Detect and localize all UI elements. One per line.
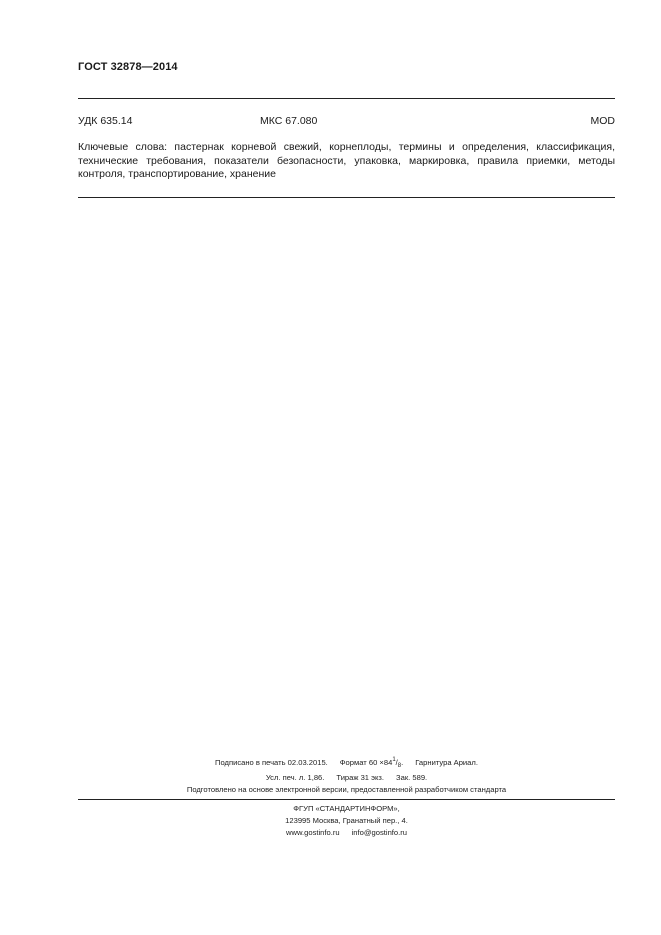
- print-run: Тираж 31 экз.: [336, 773, 385, 782]
- paper-format: Формат $60 \times 84^1/_8$.: [339, 757, 404, 769]
- order-number: Зак. 589.: [396, 773, 428, 782]
- prepared-note: Подготовлено на основе электронной версии, предоставленной разработчиком стандарта: [186, 785, 507, 794]
- top-divider: [78, 98, 615, 99]
- publisher-info: [78, 803, 615, 839]
- keywords-divider: [78, 197, 615, 198]
- publisher-contacts: [78, 827, 615, 839]
- mks-code: МКС 67.080: [260, 115, 318, 127]
- imprint-divider: [78, 799, 615, 800]
- keywords-paragraph: Ключевые слова: пастернак корневой свежий, корнеплоды, термины и определения, классификация, технические требования, показатели безопасности, упаковка, маркировка, правила приемки, методы контроля, транспортирование, хранение: [78, 141, 615, 180]
- mod-label: MOD: [590, 115, 615, 127]
- print-details-line-2: [78, 772, 615, 784]
- classification-row: [78, 115, 615, 129]
- printed-sheets: Усл. печ. л. 1,86.: [265, 773, 325, 782]
- standard-number: ГОСТ 32878—2014: [78, 61, 178, 73]
- print-details: [78, 754, 615, 796]
- publisher-address: 123995 Москва, Гранатный пер., 4.: [285, 816, 408, 825]
- typeface: Гарнитура Ариал.: [415, 758, 478, 767]
- print-details-line-1: [78, 754, 615, 772]
- signed-to-print: Подписано в печать 02.03.2015.: [215, 758, 328, 767]
- publisher-name: ФГУП «СТАНДАРТИНФОРМ»,: [293, 804, 400, 813]
- udk-code: УДК 635.14: [78, 115, 133, 127]
- email-link[interactable]: info@gostinfo.ru: [351, 828, 408, 837]
- website-link[interactable]: www.gostinfo.ru: [285, 828, 340, 837]
